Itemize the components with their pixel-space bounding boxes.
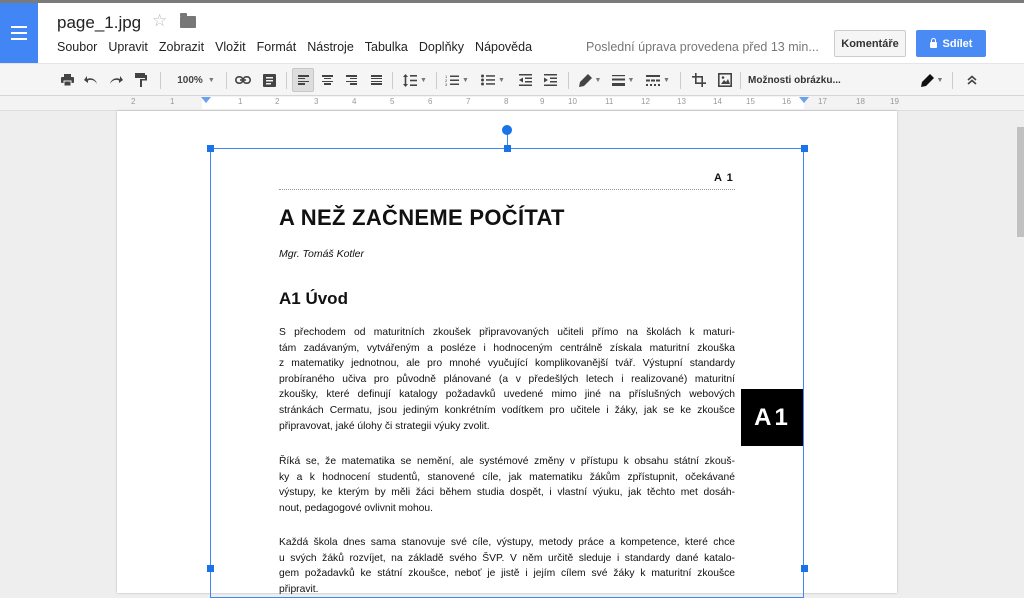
ruler-label: 1 bbox=[170, 97, 175, 106]
chevron-down-icon: ▼ bbox=[663, 76, 670, 84]
zoom-select[interactable] bbox=[168, 64, 224, 96]
section-heading: A1 Úvod bbox=[279, 289, 348, 308]
resize-handle-right[interactable] bbox=[801, 565, 808, 572]
ruler-label: 2 bbox=[275, 97, 280, 106]
paragraph-line: probíraného učiva pro původně plánované (a v předešlých letech i realizované) maturitní bbox=[279, 373, 735, 385]
ruler-label: 11 bbox=[605, 97, 614, 106]
author-name: Mgr. Tomáš Kotler bbox=[279, 248, 364, 260]
paragraph-line: z matematiky jednotnou, ale pro mnohé vyučující komplikovanější tvář. Výstupní standardy bbox=[279, 358, 735, 370]
paragraph-line: stránkách Cermatu, jsou jediným konkrétním vodítkem pro učitele i žáky, jak se ke zkoušce bbox=[279, 404, 735, 416]
menu-tools[interactable]: Nástroje bbox=[307, 40, 354, 54]
toolbar-separator bbox=[436, 72, 437, 89]
link-icon[interactable] bbox=[232, 64, 254, 96]
replace-image-icon[interactable] bbox=[714, 64, 736, 96]
image-options-button[interactable] bbox=[744, 64, 858, 96]
toolbar-separator bbox=[568, 72, 569, 89]
last-edit-status[interactable]: Poslední úprava provedena před 13 min... bbox=[586, 40, 819, 54]
menu-insert[interactable]: Vložit bbox=[215, 40, 246, 54]
resize-handle-top-right[interactable] bbox=[801, 145, 808, 152]
chevron-down-icon: ▼ bbox=[462, 76, 469, 84]
chapter-heading: A NEŽ ZAČNEME POČÍTAT bbox=[279, 205, 565, 230]
image-options-label: Možnosti obrázku... bbox=[748, 74, 841, 86]
ruler-label: 15 bbox=[746, 97, 755, 106]
lock-icon bbox=[930, 42, 937, 48]
left-indent-marker[interactable] bbox=[201, 97, 211, 103]
svg-text:2: 2 bbox=[445, 78, 448, 83]
folder-icon[interactable] bbox=[180, 16, 196, 28]
paragraph-line: připravovat, jaké úlohy či strategii výuky zvolit. bbox=[279, 420, 490, 432]
toolbar-separator bbox=[160, 72, 161, 89]
image-selection-box[interactable] bbox=[210, 148, 804, 598]
menu-addons[interactable]: Doplňky bbox=[418, 40, 465, 54]
menu-edit[interactable]: Upravit bbox=[108, 40, 148, 54]
paragraph-line: gem požadavků ke státní zkoušce, neboť je jistě i jejím cílem své žáky k maturitní zkoušce bbox=[279, 568, 735, 580]
ruler-label: 6 bbox=[428, 97, 433, 106]
justify-button[interactable] bbox=[366, 64, 386, 96]
toolbar-separator bbox=[392, 72, 393, 89]
paragraph-line: Každá škola dnes sama stanovuje své cíle, výstupy, metody práce a kompetence, které chce bbox=[279, 537, 735, 548]
menu-format[interactable]: Formát bbox=[256, 40, 297, 54]
resize-handle-left[interactable] bbox=[207, 565, 214, 572]
align-right-button[interactable] bbox=[341, 64, 361, 96]
chevron-down-icon: ▼ bbox=[594, 76, 602, 84]
crop-icon[interactable] bbox=[688, 64, 710, 96]
justify-icon bbox=[371, 75, 382, 85]
right-indent-marker[interactable] bbox=[799, 97, 809, 103]
ruler-label: 8 bbox=[504, 97, 509, 106]
toolbar-separator bbox=[680, 72, 681, 89]
chapter-side-tab: A1 bbox=[741, 389, 804, 446]
align-center-button[interactable] bbox=[317, 64, 337, 96]
svg-text:1: 1 bbox=[445, 74, 448, 79]
ruler-label: 14 bbox=[713, 97, 722, 106]
ruler-label: 12 bbox=[641, 97, 650, 106]
resize-handle-top-left[interactable] bbox=[207, 145, 214, 152]
vertical-scrollbar[interactable] bbox=[1017, 127, 1024, 237]
toolbar-separator bbox=[740, 72, 741, 89]
chevron-down-icon: ▼ bbox=[936, 76, 944, 84]
document-title[interactable]: page_1.jpg bbox=[57, 13, 142, 32]
redo-icon[interactable] bbox=[106, 64, 126, 96]
paragraph-line: nout, pedagogové ovlivnit mohou. bbox=[279, 502, 433, 514]
docs-home-icon[interactable] bbox=[0, 3, 38, 63]
paragraph-line: ky a k hodnocení studentů, stanovené cíle, jak matematiku žákům zpřístupnit, očekávané bbox=[279, 471, 735, 483]
border-weight-button[interactable] bbox=[608, 64, 638, 96]
ruler[interactable] bbox=[0, 96, 1024, 111]
ruler-label: 1 bbox=[238, 97, 243, 106]
line-spacing-button[interactable] bbox=[398, 64, 432, 96]
rotation-handle[interactable] bbox=[502, 125, 512, 135]
ruler-label: 18 bbox=[856, 97, 865, 106]
paragraph-line: u svých žáků rozvíjet, na základě svého ŠVP. V něm určitě sleduje i standardy dané katalo- bbox=[279, 552, 735, 564]
chevron-down-icon: ▼ bbox=[420, 76, 427, 84]
zoom-value: 100% bbox=[177, 74, 203, 86]
paint-format-icon[interactable] bbox=[131, 64, 151, 96]
paragraph-line: S přechodem od maturitních zkoušek připravovaných učiteli přímo na školách k maturi- bbox=[279, 327, 735, 338]
editing-mode-button[interactable] bbox=[918, 64, 946, 96]
ruler-label: 5 bbox=[390, 97, 395, 106]
ruler-label: 3 bbox=[314, 97, 319, 106]
ruler-label: 19 bbox=[890, 97, 899, 106]
ruler-label: 17 bbox=[818, 97, 827, 106]
ruler-label: 2 bbox=[131, 97, 136, 106]
menu-bar bbox=[57, 40, 543, 54]
paragraph-line: tám zadávaným, vytvářeným a posléze i hodnoceným centrálně získala maturitní zkouška bbox=[279, 342, 735, 354]
ruler-label: 9 bbox=[540, 97, 545, 106]
border-dash-button[interactable] bbox=[642, 64, 674, 96]
comments-button[interactable]: Komentáře bbox=[834, 30, 906, 57]
increase-indent-icon[interactable] bbox=[540, 64, 560, 96]
paragraph-line: výstupy, ke kterým by měli žáci během studia dospět, i vlastní výuku, jak těchto met dosáh- bbox=[279, 487, 735, 499]
star-icon[interactable]: ☆ bbox=[152, 11, 168, 30]
align-left-button[interactable] bbox=[292, 68, 314, 92]
print-icon[interactable] bbox=[57, 64, 77, 96]
share-button-label: Sdílet bbox=[942, 37, 973, 50]
border-color-button[interactable] bbox=[574, 64, 606, 96]
menu-table[interactable]: Tabulka bbox=[364, 40, 408, 54]
bulleted-list-button[interactable] bbox=[477, 64, 509, 96]
collapse-menus-icon[interactable] bbox=[962, 64, 982, 96]
chevron-down-icon: ▼ bbox=[207, 76, 215, 84]
menu-view[interactable]: Zobrazit bbox=[158, 40, 205, 54]
toolbar-separator bbox=[286, 72, 287, 89]
undo-icon[interactable] bbox=[81, 64, 101, 96]
resize-handle-top[interactable] bbox=[504, 145, 511, 152]
paragraph-line: zkoušky, které definují katalogy požadavků uvedené mimo jiné na příslušných webových bbox=[279, 389, 735, 401]
numbered-list-button[interactable] bbox=[441, 64, 473, 96]
paragraph-line: připravit. bbox=[279, 583, 319, 595]
align-left-icon bbox=[298, 75, 309, 85]
svg-text:3: 3 bbox=[445, 82, 448, 86]
align-center-icon bbox=[322, 75, 333, 85]
menu-help[interactable]: Nápověda bbox=[475, 40, 533, 54]
share-button[interactable] bbox=[916, 30, 986, 57]
ruler-label: 16 bbox=[782, 97, 791, 106]
ruler-label: 13 bbox=[677, 97, 686, 106]
ruler-label: 4 bbox=[352, 97, 357, 106]
ruler-label: 7 bbox=[466, 97, 471, 106]
chevron-down-icon: ▼ bbox=[627, 76, 635, 84]
page-header-label: A 1 bbox=[714, 172, 734, 184]
decrease-indent-icon[interactable] bbox=[515, 64, 535, 96]
align-right-icon bbox=[346, 75, 357, 85]
toolbar-separator bbox=[226, 72, 227, 89]
toolbar bbox=[0, 63, 1024, 96]
comment-icon[interactable] bbox=[258, 64, 280, 96]
toolbar-separator bbox=[952, 72, 953, 89]
ruler-label: 10 bbox=[568, 97, 577, 106]
paragraph-line: Říká se, že matematika se nemění, ale systémové změny v přístupu k obsahu státní zkouš- bbox=[279, 456, 735, 467]
menu-file[interactable]: Soubor bbox=[57, 40, 98, 54]
chevron-down-icon: ▼ bbox=[498, 76, 505, 84]
